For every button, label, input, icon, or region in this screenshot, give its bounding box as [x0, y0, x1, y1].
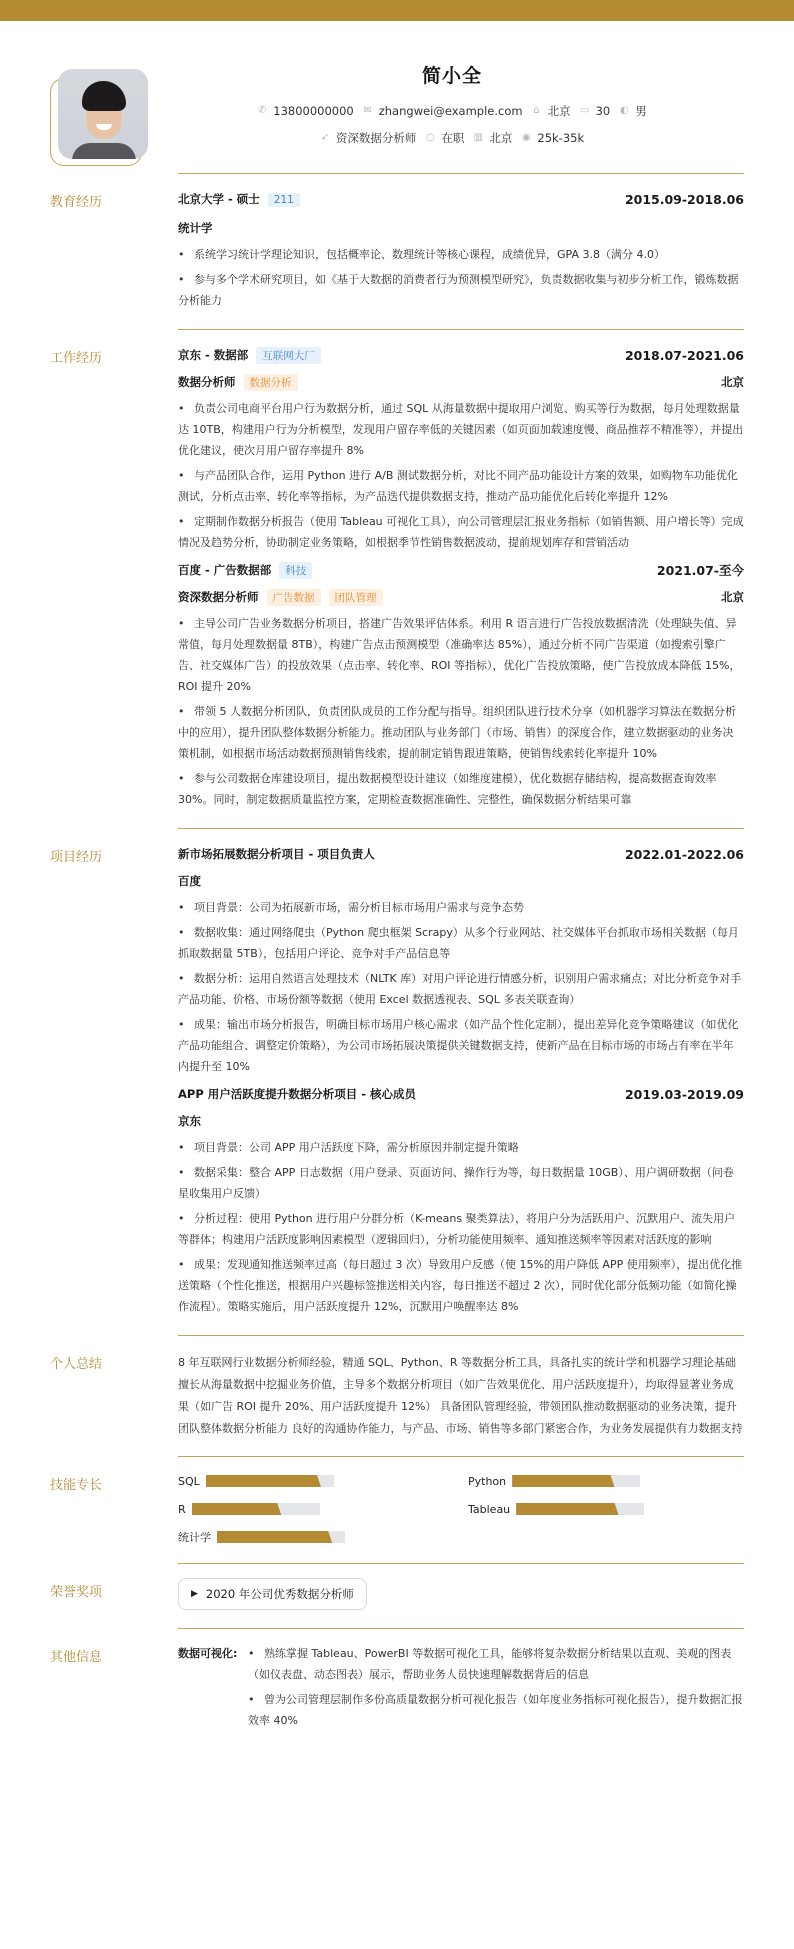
list-item: • 定期制作数据分析报告（使用 Tableau 可视化工具），向公司管理层汇报业务指标（如销售额、用户增长等）完成情况及趋势分析，协助制定业务策略，如根据季节性销售数据波动，提前规划库存和营销活动 [178, 511, 744, 553]
list-item: • 成果：发现通知推送频率过高（每日超过 3 次）导致用户反感（使 15%的用户降低 APP 使用频率），提出优化推送策略（个性化推送，根据用户兴趣标签推送相关内容，每日推送不超过 2 次），同时优化部分低频功能（如简化操作流程）。策略实施后，用户活跃度提升 12%，沉默用户唤醒率达 8% [178, 1254, 744, 1317]
project-title: 新市场拓展数据分析项目 - 项目负责人 [178, 847, 375, 861]
school-name: 北京大学 - 硕士 [178, 192, 260, 206]
education-date: 2015.09-2018.06 [624, 191, 744, 207]
company-name: 百度 - 广告数据部 [178, 562, 272, 577]
status-icon: ○ [426, 132, 435, 143]
position-value: 资深数据分析师 [335, 131, 417, 145]
skill-r [178, 1501, 468, 1517]
triangle-right-icon: ▶ [191, 1589, 198, 1599]
gender-icon: ◐ [619, 105, 629, 116]
work-entry [178, 344, 744, 553]
project-date: 2022.01-2022.06 [624, 846, 744, 862]
work-location: 北京 [721, 375, 744, 389]
work-location: 北京 [721, 590, 744, 604]
major: 统计学 [178, 221, 213, 235]
section-title: 项目经历 [50, 850, 103, 865]
skill-name: Tableau [468, 1502, 511, 1516]
role-tag: 数据分析 [244, 374, 298, 391]
list-item: • 数据收集：通过网络爬虫（Python 爬虫框架 Scrapy）从多个行业网站、社交媒体平台抓取市场相关数据（每月抓取数据量 5TB），包括用户评论、竞争对手产品信息等 [178, 922, 744, 964]
school-tag: 211 [268, 193, 300, 207]
city-value: 北京 [547, 104, 571, 118]
gender-value: 男 [635, 104, 647, 118]
other-key: 数据可视化: [178, 1647, 238, 1660]
role-tag: 广告数据 [267, 589, 321, 606]
section-education [50, 173, 744, 329]
skill-bar-fill [192, 1503, 282, 1515]
project-date: 2019.03-2019.09 [624, 1086, 744, 1102]
salary-item [521, 131, 584, 145]
job-intent-row [110, 130, 794, 146]
role-tag: 团队管理 [329, 589, 383, 606]
building-icon: ▥ [473, 132, 484, 143]
section-title: 个人总结 [50, 1357, 103, 1372]
phone-value: 13800000000 [273, 104, 354, 118]
project-title: APP 用户活跃度提升数据分析项目 - 核心成员 [178, 1087, 417, 1101]
salary-icon: ◉ [522, 132, 531, 143]
section-title: 教育经历 [50, 195, 103, 210]
skill-name: Python [468, 1474, 507, 1488]
position-item [320, 130, 417, 146]
city-item [532, 103, 571, 119]
profile-header [0, 21, 794, 173]
skill-bar-track [512, 1475, 640, 1487]
section-work [50, 329, 744, 828]
section-awards [50, 1563, 744, 1628]
top-accent-bar [0, 0, 794, 21]
company-name: 京东 - 数据部 [178, 347, 249, 362]
list-item: • 与产品团队合作，运用 Python 进行 A/B 测试数据分析，对比不同产品功能设计方案的效果，如购物车功能优化测试，分析点击率、转化率等指标，为产品迭代提供数据支持，推动产品功能优化后转化率提升 12% [178, 465, 744, 507]
skill-bar-track [206, 1475, 334, 1487]
status-item [425, 130, 464, 146]
work-date: 2018.07-2021.06 [624, 347, 744, 363]
skill-statistics [178, 1529, 468, 1545]
role-title: 数据分析师 [178, 374, 236, 389]
project-entry [178, 843, 744, 1077]
section-title: 工作经历 [50, 351, 103, 366]
email-item [363, 104, 523, 118]
skill-bar-track [217, 1531, 345, 1543]
list-item: • 成果：输出市场分析报告，明确目标市场用户核心需求（如产品个性化定制），提出差异化竞争策略建议（如优化产品功能组合、调整定价策略），为公司市场拓展决策提供关键数据支持，使新产品在目标市场的市场占有率在半年内提升至 10% [178, 1014, 744, 1077]
list-item: • 数据采集：整合 APP 日志数据（用户登录、页面访问、操作行为等，每日数据量 10GB）、用户调研数据（问卷星收集用户反馈） [178, 1162, 744, 1204]
education-entry [178, 188, 744, 311]
list-item: • 曾为公司管理层制作多份高质量数据分析可视化报告（如年度业务指标可视化报告），提升数据汇报效率 40% [248, 1689, 744, 1731]
target-city-value: 北京 [489, 131, 513, 145]
list-item: • 参与公司数据仓库建设项目，提出数据模型设计建议（如维度建模），优化数据存储结构，提高数据查询效率 30%。同时，制定数据质量监控方案，定期检查数据准确性、完整性，确保数据分析结果可靠 [178, 768, 744, 810]
contact-row [110, 103, 794, 119]
project-entry [178, 1083, 744, 1317]
company-tag: 科技 [279, 562, 312, 579]
list-item: • 项目背景：公司为拓展新市场，需分析目标市场用户需求与竞争态势 [178, 897, 744, 918]
company-tag: 互联网大厂 [256, 347, 321, 364]
skill-name: SQL [178, 1474, 200, 1488]
skill-tableau [468, 1501, 744, 1517]
status-value: 在职 [441, 131, 465, 145]
project-company: 百度 [178, 874, 201, 888]
list-item: • 数据分析：运用自然语言处理技术（NLTK 库）对用户评论进行情感分析，识别用户需求痛点；对比分析竞争对手产品功能、价格、市场份额等数据（使用 Excel 数据透视表、SQL 多表关联查询） [178, 968, 744, 1010]
list-item: • 项目背景：公司 APP 用户活跃度下降，需分析原因并制定提升策略 [178, 1137, 744, 1158]
age-item [580, 104, 611, 118]
award-text: 2020 年公司优秀数据分析师 [205, 1587, 354, 1601]
section-summary [50, 1335, 744, 1456]
skill-bar-fill [516, 1503, 618, 1515]
work-entry [178, 559, 744, 810]
phone-item [257, 104, 353, 118]
list-item: • 分析过程：使用 Python 进行用户分群分析（K-means 聚类算法），将用户分为活跃用户、沉默用户、流失用户等群体；构建用户活跃度影响因素模型（逻辑回归），分析功能使用频率、通知推送频率等因素对活跃度的影响 [178, 1208, 744, 1250]
list-item: • 主导公司广告业务数据分析项目，搭建广告效果评估体系。利用 R 语言进行广告投放数据清洗（处理缺失值、异常值，每月处理数据量 8TB），构建广告点击预测模型（准确率达 85%），通过分析不同广告渠道（如搜索引擎广告、社交媒体广告）的投放效果（点击率、转化率、ROI 等指标），优化广告投放策略，使广告投放成本降低 15%，ROI 提升 20% [178, 613, 744, 697]
project-company: 京东 [178, 1114, 201, 1128]
skill-name: 统计学 [178, 1531, 211, 1544]
section-other [50, 1628, 744, 1755]
skill-name: R [178, 1502, 186, 1516]
candidate-name: 简小全 [421, 65, 482, 87]
section-title: 技能专长 [50, 1478, 103, 1493]
skill-bar-track [516, 1503, 644, 1515]
section-skills [50, 1456, 744, 1563]
home-icon: ⌂ [533, 105, 540, 116]
mail-icon: ✉ [363, 105, 372, 116]
skill-python [468, 1473, 744, 1489]
skill-bar-track [192, 1503, 320, 1515]
send-icon: ➶ [320, 132, 330, 143]
award-badge [178, 1578, 367, 1610]
salary-value: 25k-35k [537, 131, 585, 145]
summary-text: 8 年互联网行业数据分析师经验，精通 SQL、Python、R 等数据分析工具，具备扎实的统计学和机器学习理论基础 擅长从海量数据中挖掘业务价值，主导多个数据分析项目（如广告效果优化、用户活跃度提升），均取得显著业务成果（如广告 ROI 提升 20%、用户活跃度提升 12%） 具备团队管理经验，带领团队推动数据驱动的业务决策，提升团队整体数据分析能力 良好的沟通协作能力，与产品、市场、销售等多部门紧密合作，为业务发展提供有力数据支持 [178, 1356, 743, 1435]
skill-bar-fill [206, 1475, 321, 1487]
email-value: zhangwei@example.com [378, 104, 523, 118]
age-icon: ▭ [579, 105, 590, 116]
section-title: 荣誉奖项 [50, 1585, 103, 1600]
gender-item [619, 103, 647, 119]
phone-icon: ✆ [258, 105, 267, 116]
list-item: • 负责公司电商平台用户行为数据分析，通过 SQL 从海量数据中提取用户浏览、购买等行为数据，每月处理数据量达 10TB，构建用户行为分析模型，发现用户留存率低的关键因素（如页面加载速度慢、商品推荐不精准等），并提出优化建议，使次月用户留存率提升 8% [178, 398, 744, 461]
skill-sql [178, 1473, 468, 1489]
work-date: 2021.07-至今 [656, 563, 744, 578]
list-item: • 参与多个学术研究项目，如《基于大数据的消费者行为预测模型研究》，负责数据收集与初步分析工作，锻炼数据分析能力 [178, 269, 744, 311]
role-title: 资深数据分析师 [178, 589, 259, 604]
skill-bar-fill [512, 1475, 614, 1487]
section-title: 其他信息 [50, 1650, 103, 1665]
target-city-item [473, 130, 512, 146]
skill-bar-fill [217, 1531, 332, 1543]
list-item: • 带领 5 人数据分析团队，负责团队成员的工作分配与指导。组织团队进行技术分享（如机器学习算法在数据分析中的应用），提升团队整体数据分析能力。推动团队与业务部门（市场、销售）的深度合作，建立数据驱动的业务决策机制，如根据市场活动数据预测销售线索，提前制定销售跟进策略，使销售线索转化率提升 10% [178, 701, 744, 764]
list-item: • 系统学习统计学理论知识，包括概率论、数理统计等核心课程，成绩优异，GPA 3.8（满分 4.0） [178, 244, 744, 265]
section-projects [50, 828, 744, 1335]
list-item: • 熟练掌握 Tableau、PowerBI 等数据可视化工具，能够将复杂数据分析结果以直观、美观的图表（如仪表盘、动态图表）展示，帮助业务人员快速理解数据背后的信息 [248, 1643, 744, 1685]
age-value: 30 [595, 104, 611, 118]
